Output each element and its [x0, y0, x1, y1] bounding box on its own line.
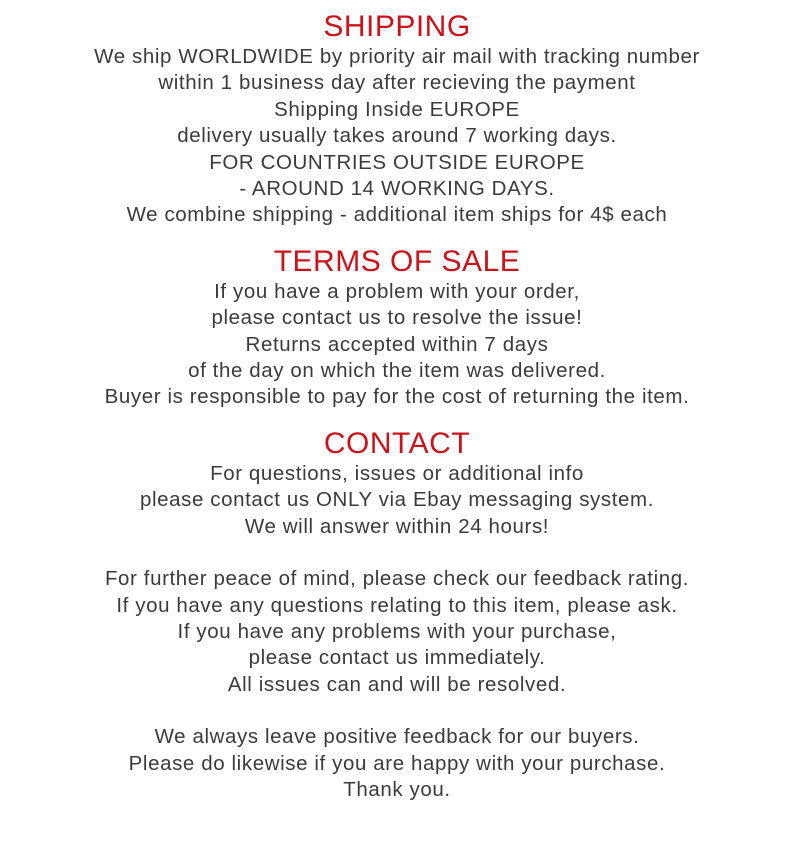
peace-of-mind-line: please contact us immediately.: [248, 646, 546, 670]
peace-of-mind-line: If you have any questions relating to this item, please ask.: [116, 593, 678, 617]
paragraph-spacer: [0, 540, 794, 566]
terms-line: Returns accepted within 7 days: [245, 332, 549, 356]
feedback-line: We always leave positive feedback for our buyers.: [154, 725, 640, 749]
shipping-section: [0, 10, 794, 229]
section-spacer: [0, 411, 794, 427]
thank-you-line: Thank you.: [343, 777, 451, 801]
shipping-line: within 1 business day after recieving the payment: [158, 71, 636, 95]
terms-line: please contact us to resolve the issue!: [211, 306, 583, 330]
contact-line: We will answer within 24 hours!: [244, 514, 550, 538]
shipping-line: We ship WORLDWIDE by priority air mail with tracking number: [94, 45, 700, 68]
paragraph-spacer: [0, 698, 794, 724]
feedback-line: Please do likewise if you are happy with your purchase.: [128, 751, 666, 775]
terms-line: Buyer is responsible to pay for the cost of returning the item.: [104, 385, 690, 409]
terms-line: If you have a problem with your order,: [214, 279, 580, 303]
peace-of-mind-line: For further peace of mind, please check our feedback rating.: [104, 567, 690, 591]
terms-line: of the day on which the item was delivered.: [188, 359, 606, 383]
contact-line: For questions, issues or additional info: [210, 461, 584, 485]
terms-section: [0, 245, 794, 411]
terms-title: TERMS OF SALE: [273, 244, 521, 278]
contact-line: please contact us ONLY via Ebay messaging system.: [139, 488, 655, 512]
section-spacer: [0, 229, 794, 245]
shipping-line: We combine shipping - additional item ships for 4$ each: [126, 203, 668, 227]
contact-title: CONTACT: [323, 426, 471, 460]
shipping-line: delivery usually takes around 7 working days.: [177, 124, 617, 148]
peace-of-mind-line: All issues can and will be resolved.: [227, 672, 567, 696]
shipping-title: SHIPPING: [323, 10, 471, 43]
shipping-line: Shipping Inside EUROPE: [274, 97, 520, 121]
contact-section: [0, 427, 794, 803]
shipping-line: FOR COUNTRIES OUTSIDE EUROPE: [209, 150, 585, 174]
shipping-line: - AROUND 14 WORKING DAYS.: [239, 177, 555, 201]
peace-of-mind-line: If you have any problems with your purchase,: [177, 619, 617, 643]
